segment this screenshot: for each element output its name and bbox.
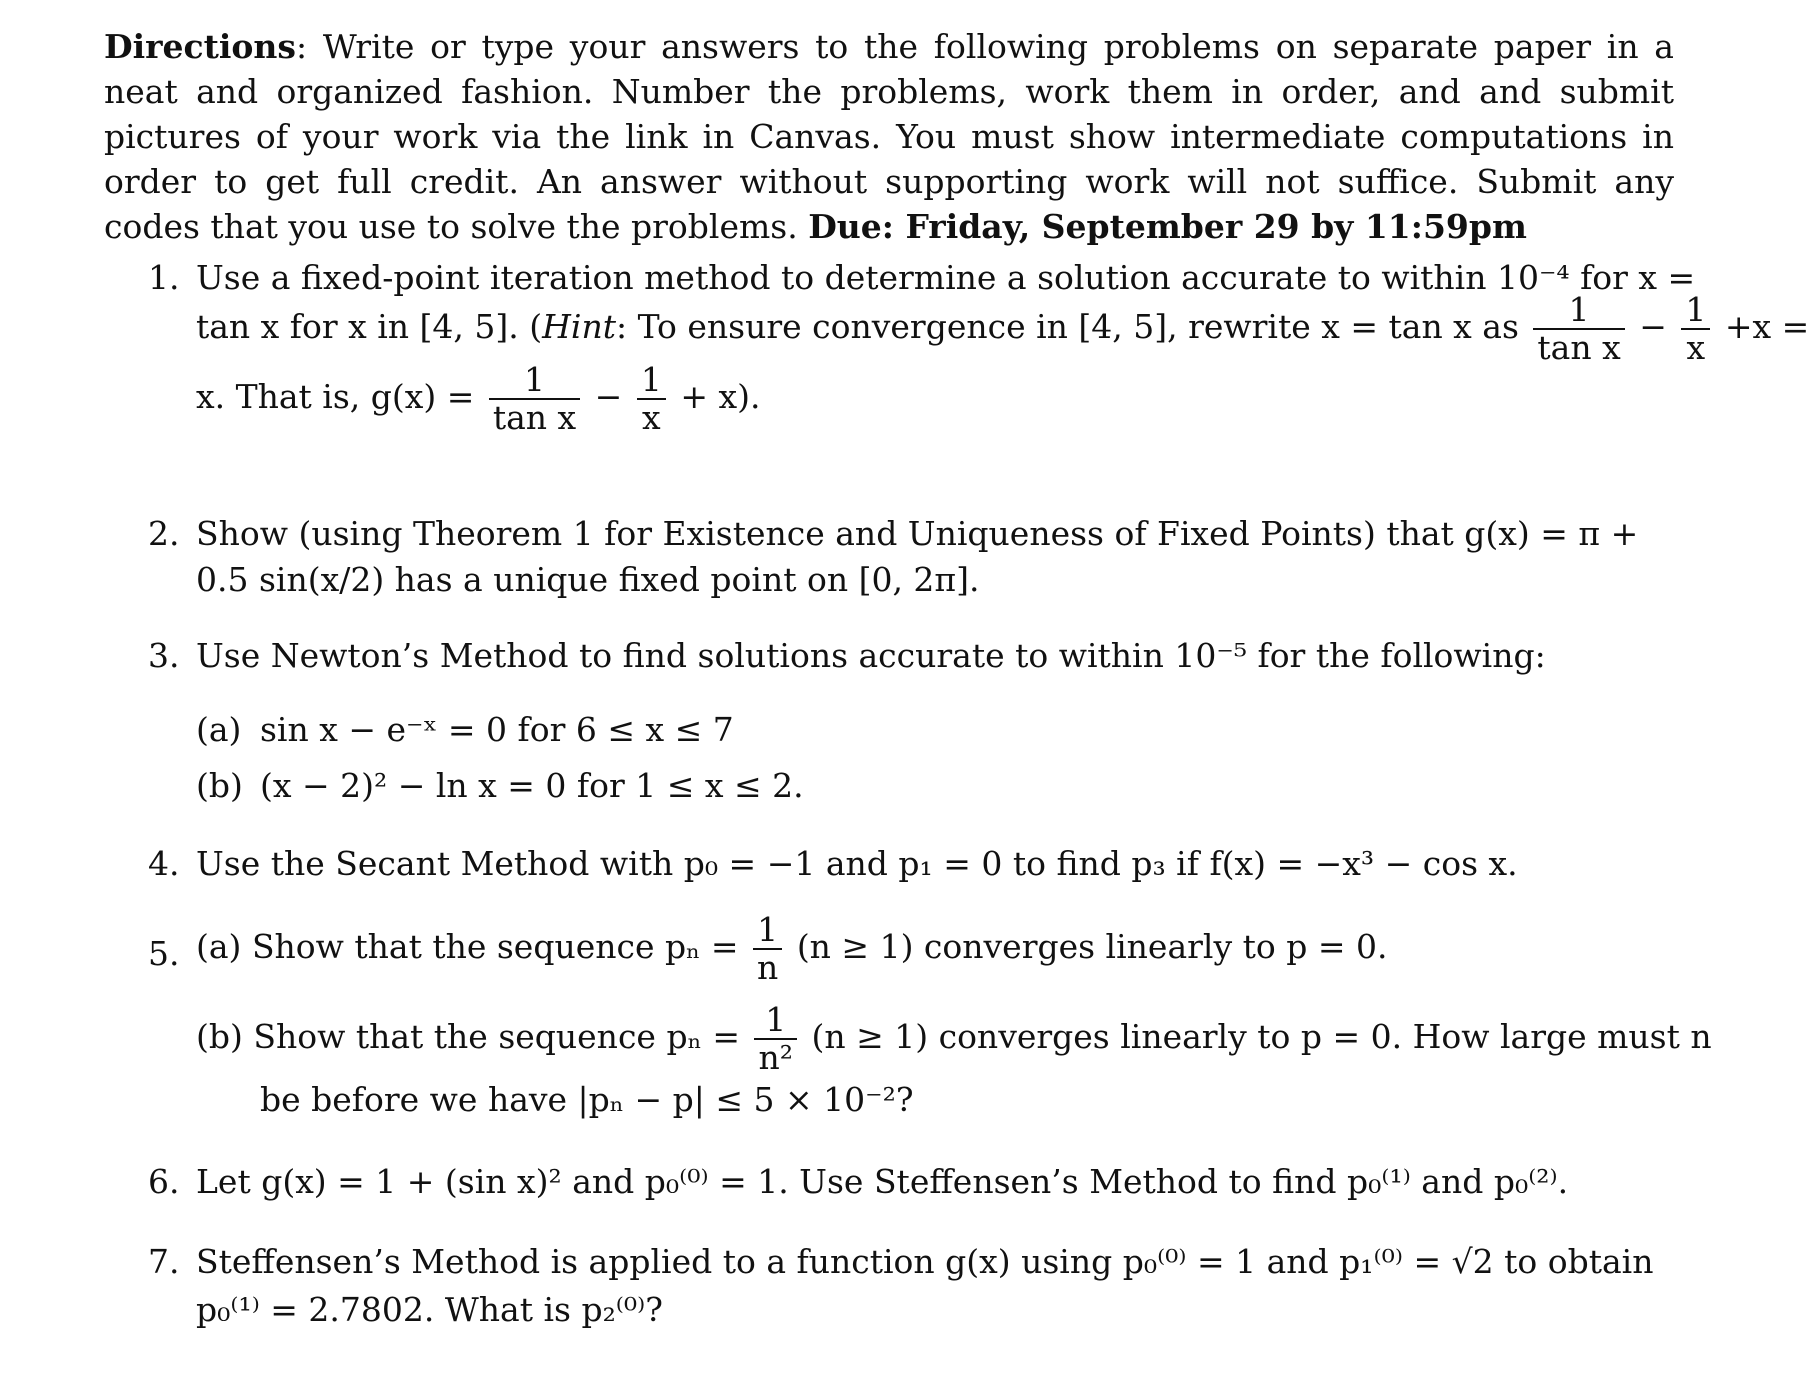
problem-5-part-b-line-2: be before we have |pₙ − p| ≤ 5 × 10⁻²? xyxy=(260,1080,914,1119)
problem-number: 7. xyxy=(148,1242,180,1281)
problem-1-line-3: x. That is, g(x) = $\frac{1}{\text{tan x}}$ − $\frac{1}{x}$ + x). xyxy=(196,360,761,437)
fraction: $\frac{1}{x}$ xyxy=(637,362,666,436)
problem-2-line-1: Show (using Theorem 1 for Existence and Uniqueness of Fixed Points) that g(x) = π + xyxy=(196,514,1639,553)
directions-heading: Directions xyxy=(104,27,296,66)
problem-6-line-1: Let g(x) = 1 + (sin x)² and p₀⁽⁰⁾ = 1. Use Steffensen’s Method to find p₀⁽¹⁾ and p₀⁽²⁾. xyxy=(196,1162,1569,1201)
problem-number: 2. xyxy=(148,514,180,553)
problem-number: 6. xyxy=(148,1162,180,1201)
problem-number: 4. xyxy=(148,844,180,883)
problem-2-line-2: 0.5 sin(x/2) has a unique fixed point on [0, 2π]. xyxy=(196,560,980,599)
fraction: $\frac{1}{n}$ xyxy=(753,912,782,986)
problem-7-line-2: p₀⁽¹⁾ = 2.7802. What is p₂⁽⁰⁾? xyxy=(196,1290,663,1329)
fraction: $\frac{1}{\text{tan x}}$ xyxy=(1533,292,1624,366)
problem-5-part-b: (b) Show that the sequence pₙ = $\frac{1}{\text{n²}}$ (n ≥ 1) converges linearly to p = 0. How large must n xyxy=(196,1000,1712,1077)
problem-number: 1. xyxy=(148,258,180,297)
problem-1-line-1: Use a fixed-point iteration method to determine a solution accurate to within 10⁻⁴ for x = xyxy=(196,258,1696,297)
problem-1-line-2: tan x for x in [4, 5]. (Hint: To ensure convergence in [4, 5], rewrite x = tan x as $\frac{1}{\text{tan x}}$ − $\frac{1}{x}$ +x = xyxy=(196,290,1809,367)
problem-number: 5. xyxy=(148,934,180,973)
due-date: Due: Friday, September 29 by 11:59pm xyxy=(808,207,1527,246)
directions-paragraph xyxy=(104,24,1674,249)
hint-label: Hint xyxy=(542,307,616,346)
directions-text: : Write or type your answers to the following problems on separate paper in a neat and organized fashion. Number the problems, work them in order, and and submit pictures of your work via the link in Canvas. You must show intermediate computations in order to get full credit. An answer without supporting work will not suffice. Submit any codes that you use to solve the problems. xyxy=(104,27,1674,246)
fraction: $\frac{1}{\text{tan x}}$ xyxy=(489,362,580,436)
fraction: $\frac{1}{x}$ xyxy=(1681,292,1710,366)
problem-number: 3. xyxy=(148,636,180,675)
problem-4-line-1: Use the Secant Method with p₀ = −1 and p₁ = 0 to find p₃ if f(x) = −x³ − cos x. xyxy=(196,844,1518,883)
problem-7-line-1: Steffensen’s Method is applied to a function g(x) using p₀⁽⁰⁾ = 1 and p₁⁽⁰⁾ = √2 to obtain xyxy=(196,1242,1654,1281)
problem-3-line-1: Use Newton’s Method to find solutions accurate to within 10⁻⁵ for the following: xyxy=(196,636,1546,675)
assignment-page xyxy=(104,24,1674,249)
fraction: $\frac{1}{\text{n²}}$ xyxy=(754,1002,796,1076)
problem-5-part-a: (a) Show that the sequence pₙ = $\frac{1}{n}$ (n ≥ 1) converges linearly to p = 0. xyxy=(196,910,1388,987)
